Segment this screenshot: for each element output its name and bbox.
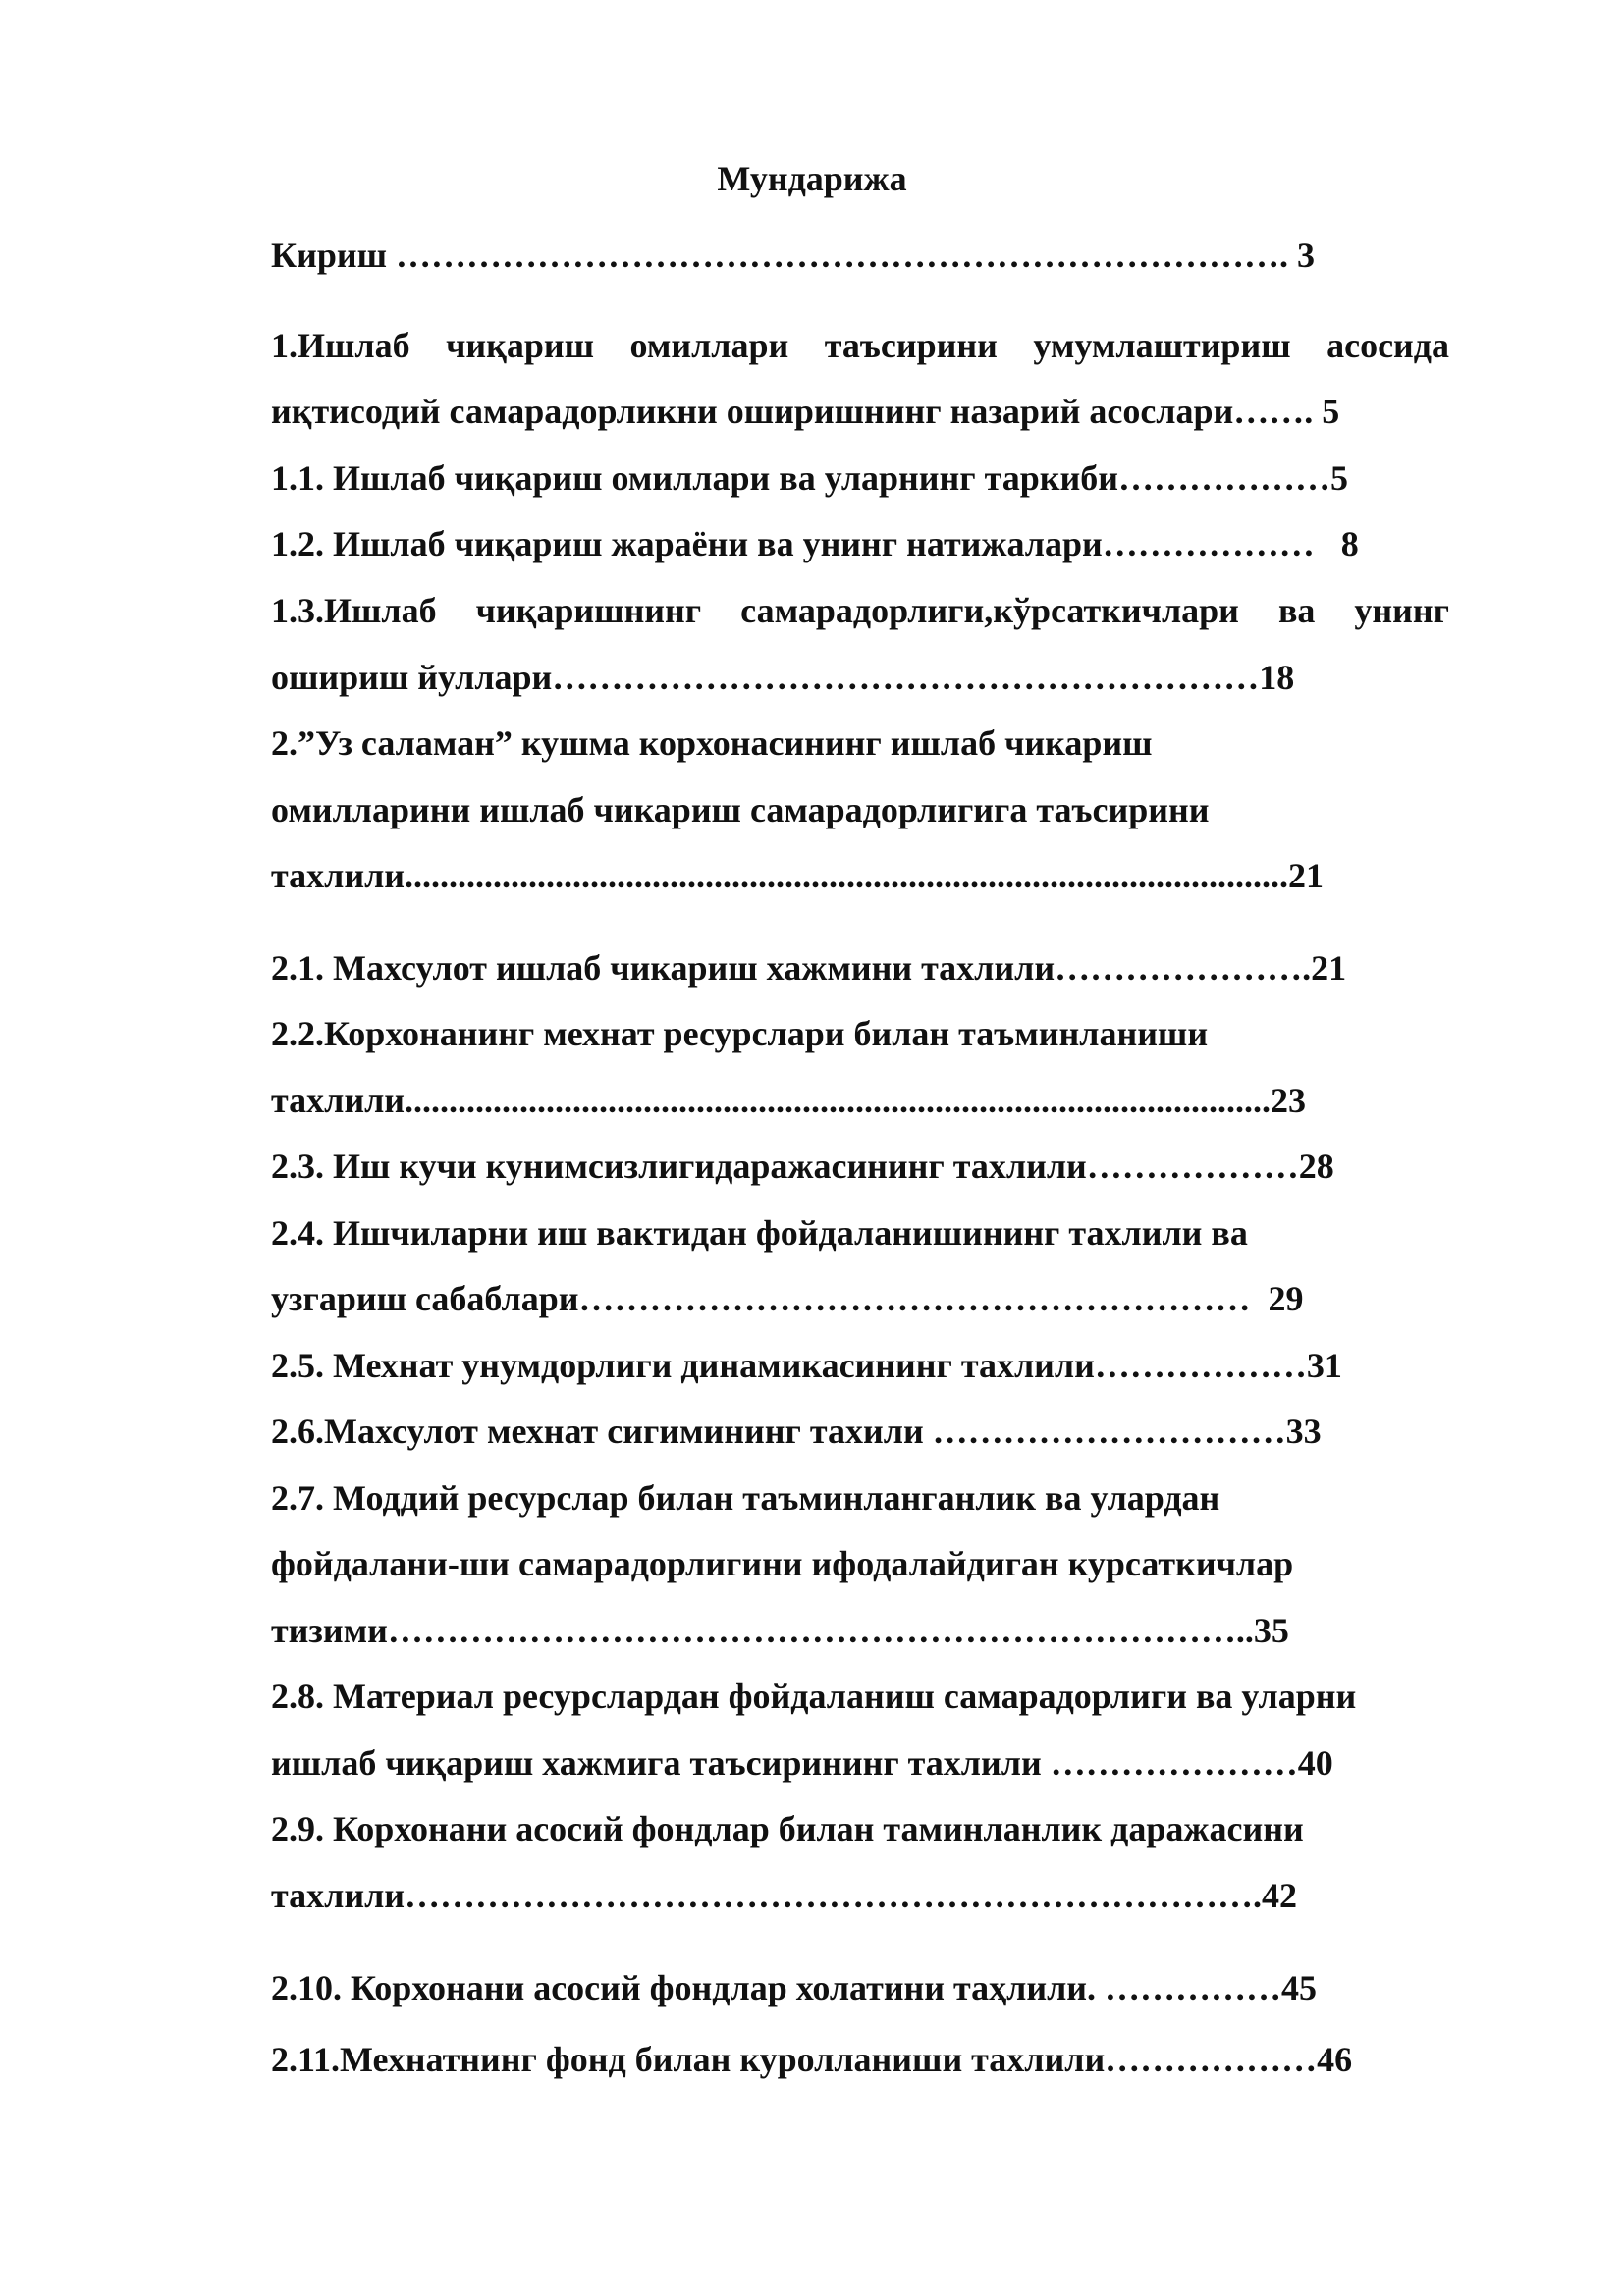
toc-line: 1.3.Ишлаб чиқаришнинг самарадорлиги,кўрсаткичлари ва унинг <box>271 591 1449 630</box>
toc-line: фойдалани-ши самарадорлигини ифодалайдиган курсаткичлар <box>271 1544 1294 1583</box>
toc-line: 2.9. Корхонани асосий фондлар билан таминланлик даражасини <box>271 1809 1304 1848</box>
toc-line: ишлаб чиқариш хажмига таъсирининг тахлили …………………40 <box>271 1743 1333 1783</box>
toc-line: 2.10. Корхонани асосий фондлар холатини таҳлили. ……………45 <box>271 1968 1318 2007</box>
toc-line: омилларини ишлаб чикариш самарадорлигига таъсирини <box>271 790 1210 829</box>
toc-line: тизими………………………………………………………………..35 <box>271 1611 1289 1650</box>
toc-line: 2.1. Махсулот ишлаб чикариш хажмини тахлили………………….21 <box>271 948 1347 988</box>
toc-line: 1.2. Ишлаб чиқариш жараёни ва унинг натижалари……………… 8 <box>271 524 1359 563</box>
toc-line: Кириш …………………………………………………………………. 3 <box>271 236 1316 275</box>
toc-line: ошириш йуллари……………………………………………………18 <box>271 658 1295 697</box>
toc-line: тахлили....................................................................................................21 <box>271 856 1325 895</box>
toc-line: 2.”Уз саламан” кушма корхонасининг ишлаб чикариш <box>271 723 1153 763</box>
toc-line: 2.4. Ишчиларни иш вактидан фойдаланишининг тахлили ва <box>271 1213 1248 1253</box>
toc-line: узгариш сабаблари………………………………………………… 29 <box>271 1279 1304 1318</box>
toc-line: 1.1. Ишлаб чиқариш омиллари ва уларнинг таркиби………………5 <box>271 458 1348 498</box>
toc-line: тахлили..................................................................................................23 <box>271 1081 1307 1120</box>
page-title: Мундарижа <box>717 159 907 198</box>
toc-line: 2.5. Мехнат унумдорлиги динамикасининг тахлили………………31 <box>271 1346 1342 1385</box>
toc-line: 2.11.Мехнатнинг фонд билан куролланиши тахлили………………46 <box>271 2040 1353 2079</box>
toc-line: иқтисодий самарадорликни оширишнинг назарий асослари……. 5 <box>271 392 1340 431</box>
toc-line: тахлили……………………………………………………………….42 <box>271 1876 1298 1915</box>
toc-line: 2.6.Махсулот мехнат сигимининг тахили …………………………33 <box>271 1412 1322 1451</box>
toc-line: 1.Ишлаб чиқариш омиллари таъсирини умумлаштириш асосида <box>271 326 1449 365</box>
toc-line: 2.7. Моддий ресурслар билан таъминланганлик ва улардан <box>271 1478 1220 1518</box>
toc-line: 2.3. Иш кучи кунимсизлигидаражасининг тахлили………………28 <box>271 1147 1334 1186</box>
toc-line: 2.8. Материал ресурслардан фойдаланиш самарадорлиги ва уларни <box>271 1677 1357 1716</box>
toc-line: 2.2.Корхонанинг мехнат ресурслари билан таъминланиши <box>271 1014 1209 1053</box>
